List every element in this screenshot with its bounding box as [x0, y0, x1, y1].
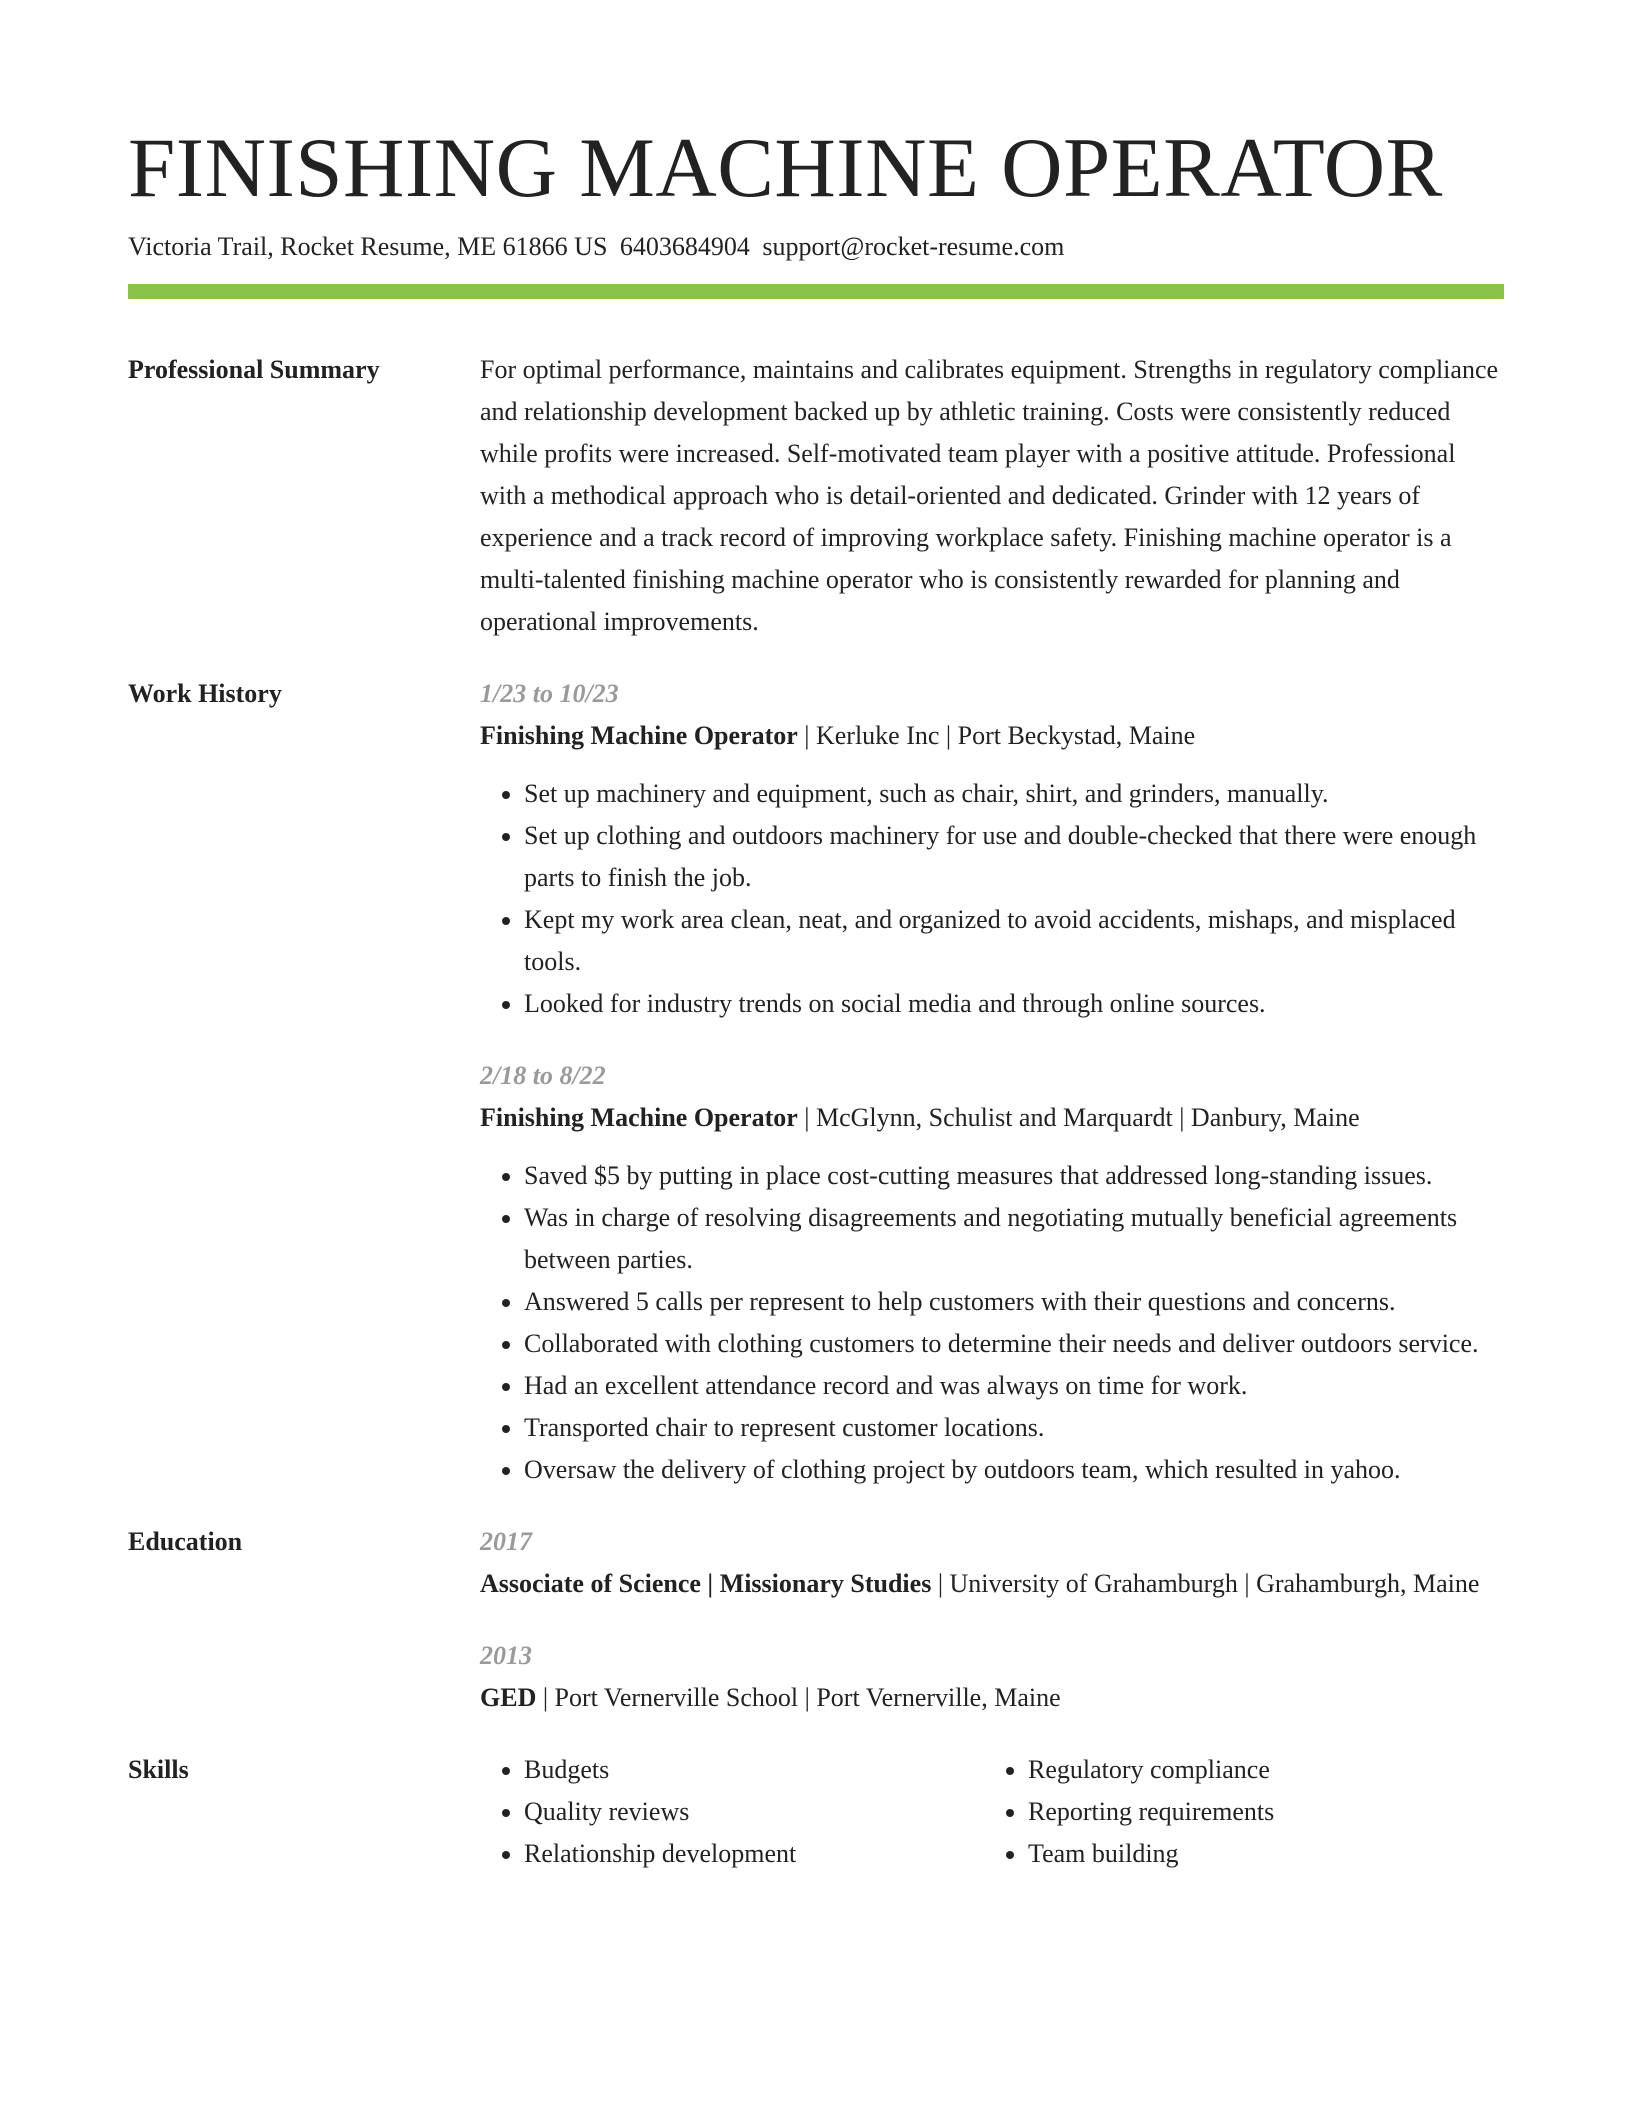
job-dates: 2/18 to 8/22: [480, 1061, 606, 1090]
skills-list-left: [480, 1749, 984, 1875]
education-year: 2017: [480, 1527, 532, 1556]
list-item: • Saved $5 by putting in place cost-cutting measures that addressed long-standing issues.: [524, 1155, 1504, 1197]
job-heading: [480, 715, 1504, 757]
resume-title: FINISHING MACHINE OPERATOR: [128, 121, 1443, 215]
school-details: | Port Vernerville School | Port Vernerville, Maine: [536, 1683, 1061, 1712]
section-heading: Skills: [128, 1755, 189, 1784]
list-item: • Answered 5 calls per represent to help customers with their questions and concerns.: [524, 1281, 1504, 1323]
job-entry: [480, 1055, 1504, 1491]
job-title: Finishing Machine Operator: [480, 721, 798, 750]
job-details: | Kerluke Inc | Port Beckystad, Maine: [797, 721, 1196, 750]
header-divider: [128, 284, 1504, 299]
job-title: Finishing Machine Operator: [480, 1103, 798, 1132]
list-item: • Kept my work area clean, neat, and organized to avoid accidents, mishaps, and misplaced tools.: [524, 899, 1504, 983]
skills-section: [128, 1749, 1504, 1875]
skill-item: • Regulatory compliance: [1028, 1749, 1488, 1791]
list-item: • Had an excellent attendance record and was always on time for work.: [524, 1365, 1504, 1407]
list-item: • Transported chair to represent customer locations.: [524, 1407, 1504, 1449]
skill-item: • Quality reviews: [524, 1791, 984, 1833]
section-heading: Work History: [128, 679, 282, 708]
skill-item: • Relationship development: [524, 1833, 984, 1875]
education-heading: [480, 1563, 1504, 1605]
contact-email: support@rocket-resume.com: [762, 232, 1065, 261]
skill-item: • Team building: [1028, 1833, 1488, 1875]
summary-text: For optimal performance, maintains and calibrates equipment. Strengths in regulatory compliance and relationship development backed up by athletic training. Costs were consistently reduced while profits were increased. Self-motivated team player with a positive attitude. Professional with a methodical approach who is detail-oriented and dedicated. Grinder with 12 years of experience and a track record of improving workplace safety. Finishing machine operator is a multi-talented finishing machine operator who is consistently rewarded for planning and operational improvements.: [480, 355, 1499, 636]
summary-section: [128, 349, 1504, 643]
list-item: • Set up clothing and outdoors machinery for use and double-checked that there were enough parts to finish the job.: [524, 815, 1504, 899]
work-history-section: [128, 673, 1504, 1491]
school-details: | University of Grahamburgh | Grahamburgh, Maine: [931, 1569, 1480, 1598]
job-dates: 1/23 to 10/23: [480, 679, 619, 708]
section-heading: Education: [128, 1527, 243, 1556]
list-item: • Oversaw the delivery of clothing project by outdoors team, which resulted in yahoo.: [524, 1449, 1504, 1491]
contact-address: Victoria Trail, Rocket Resume, ME 61866 US: [128, 232, 608, 261]
job-bullets: [480, 1155, 1504, 1491]
list-item: • Was in charge of resolving disagreements and negotiating mutually beneficial agreements between parties.: [524, 1197, 1504, 1281]
section-heading: Professional Summary: [128, 355, 380, 384]
education-section: [128, 1521, 1504, 1719]
education-entry: [480, 1521, 1504, 1605]
list-item: • Collaborated with clothing customers to determine their needs and deliver outdoors service.: [524, 1323, 1504, 1365]
skills-columns: [480, 1749, 1504, 1875]
degree: GED: [480, 1683, 537, 1712]
job-details: | McGlynn, Schulist and Marquardt | Danbury, Maine: [797, 1103, 1360, 1132]
education-heading: [480, 1677, 1504, 1719]
job-bullets: [480, 773, 1504, 1025]
degree: Associate of Science | Missionary Studies: [480, 1569, 932, 1598]
contact-line: [128, 230, 1504, 264]
list-item: • Set up machinery and equipment, such as chair, shirt, and grinders, manually.: [524, 773, 1504, 815]
skill-item: • Reporting requirements: [1028, 1791, 1488, 1833]
education-entry: [480, 1635, 1504, 1719]
list-item: • Looked for industry trends on social media and through online sources.: [524, 983, 1504, 1025]
skill-item: • Budgets: [524, 1749, 984, 1791]
job-heading: [480, 1097, 1504, 1139]
job-entry: [480, 673, 1504, 1025]
education-year: 2013: [480, 1641, 532, 1670]
skills-list-right: [984, 1749, 1488, 1875]
contact-phone: 6403684904: [619, 232, 750, 261]
